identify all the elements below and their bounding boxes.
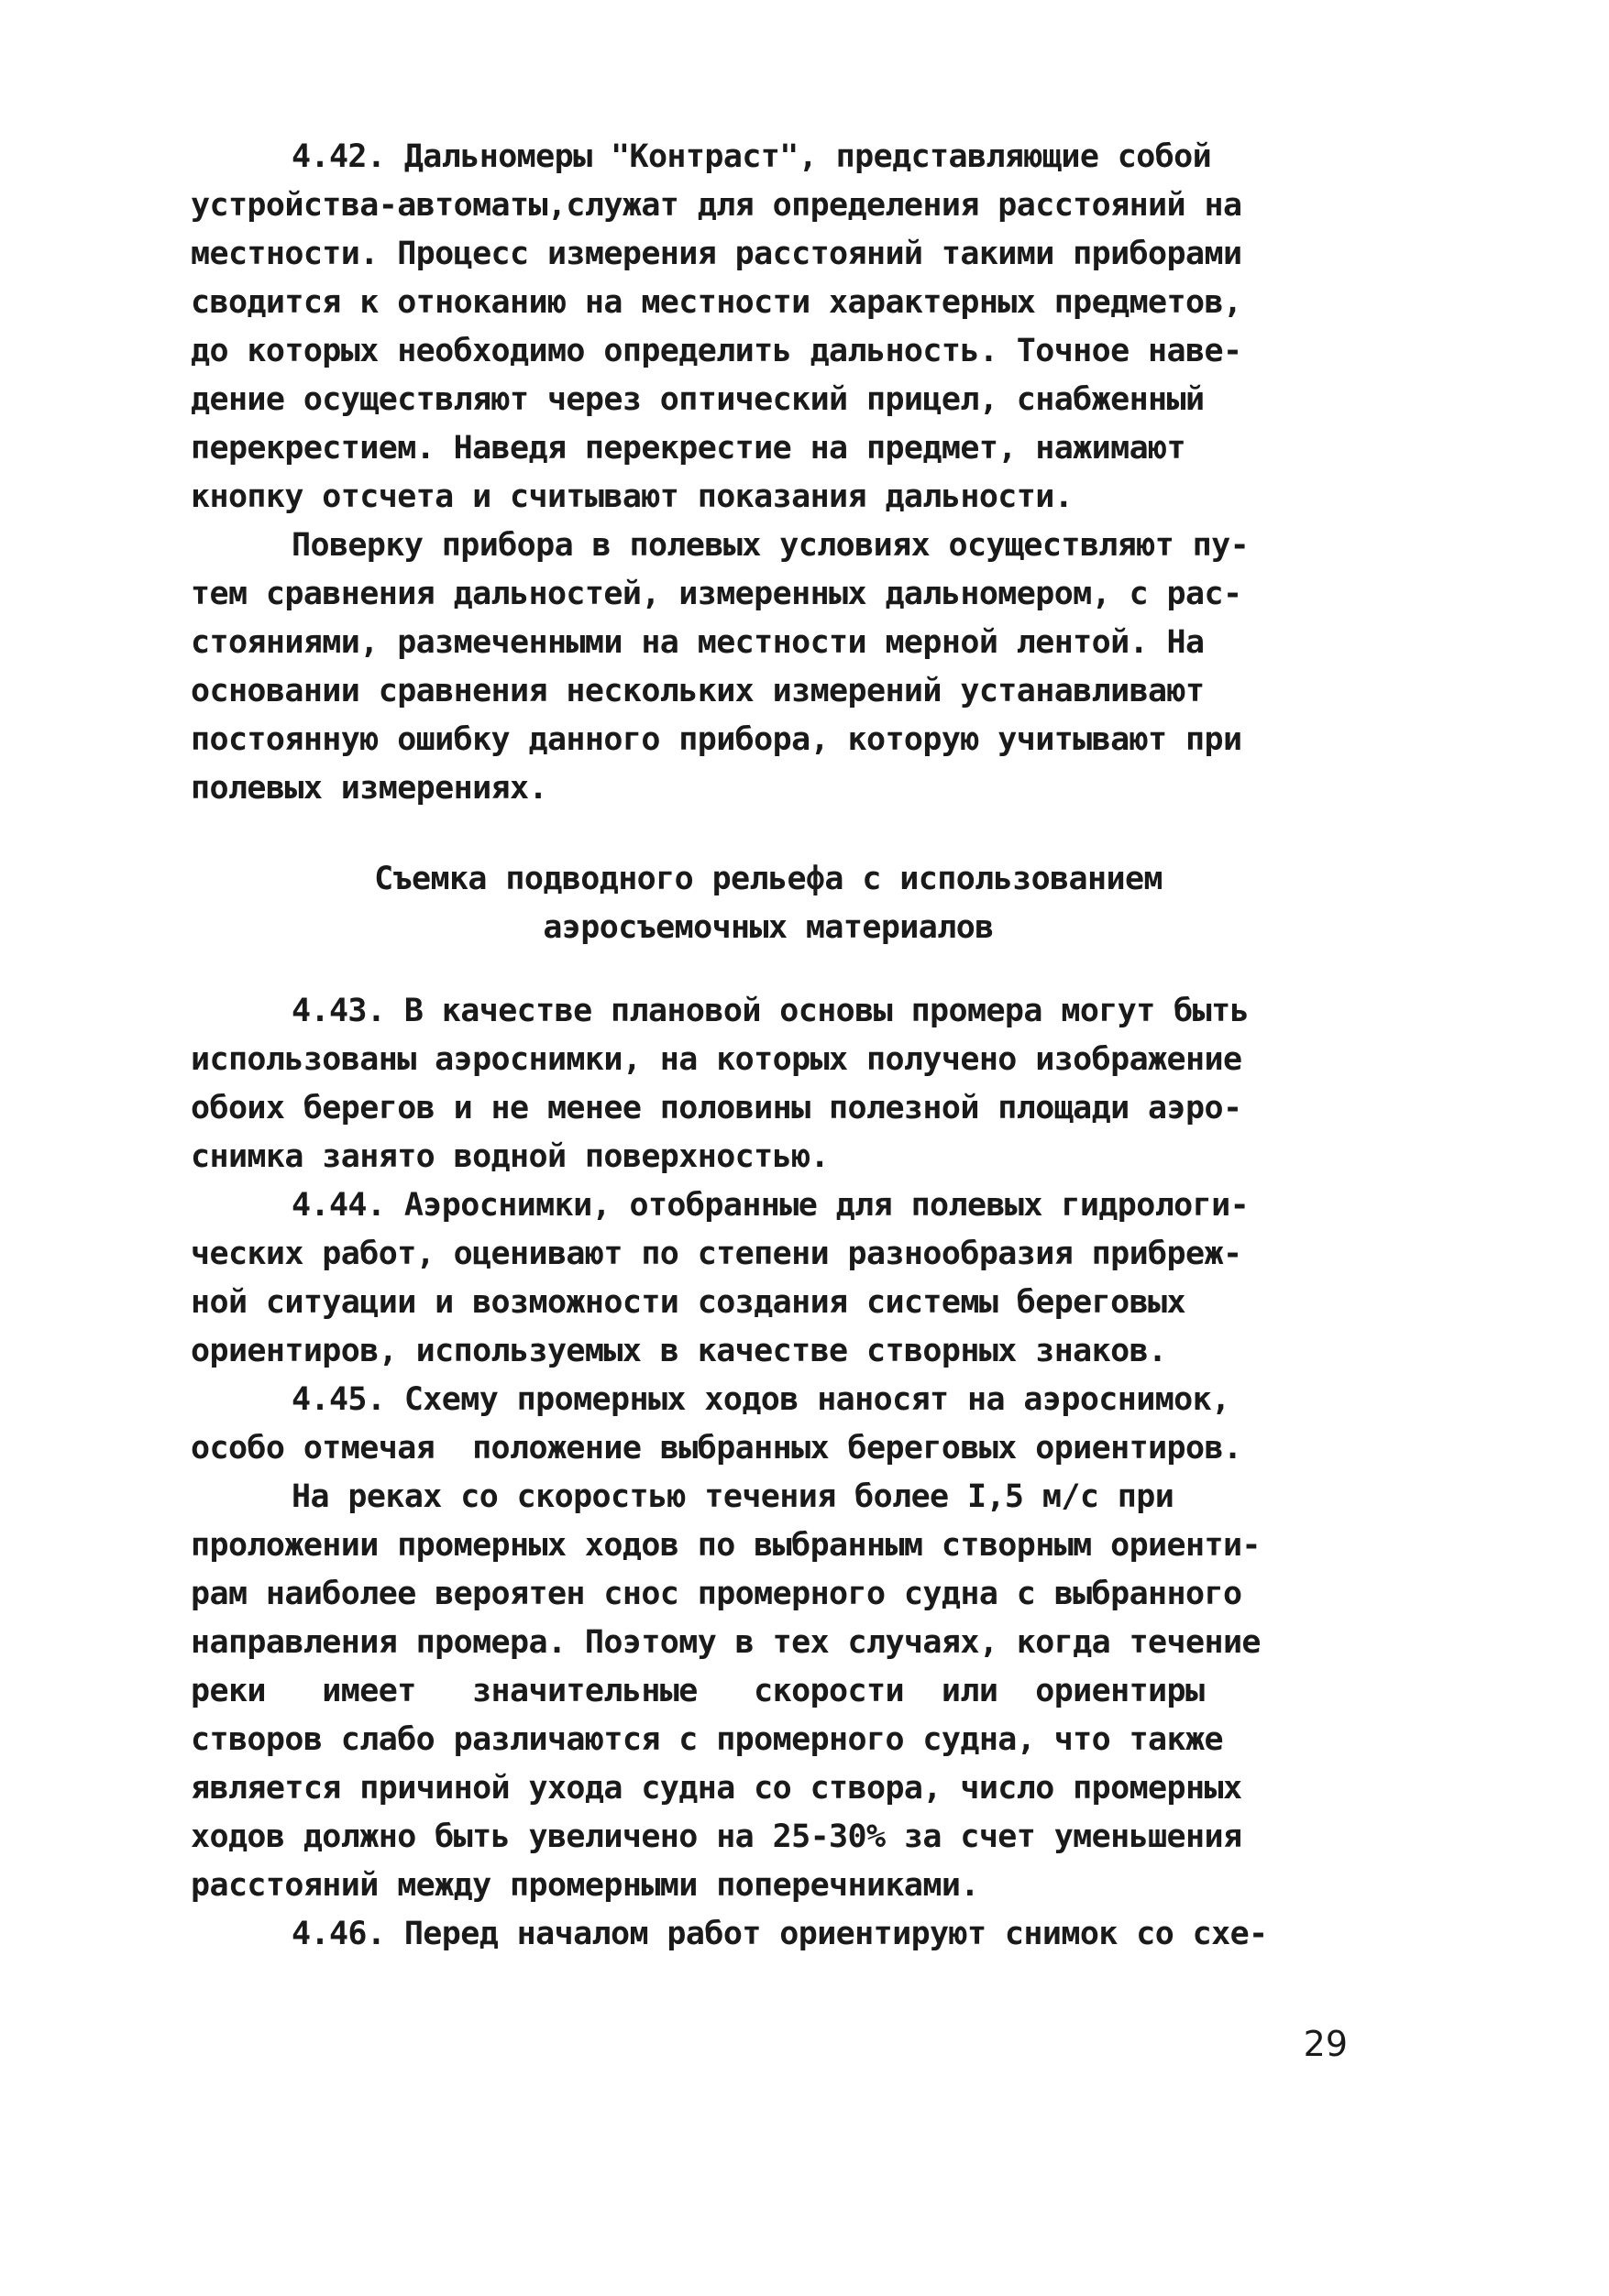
text-line: перекрестием. Наведя перекрестие на предмет, нажимают bbox=[191, 430, 1186, 467]
text-line: сводится к отноканию на местности характерных предметов, bbox=[191, 284, 1242, 321]
text-line: направления промера. Поэтому в тех случаях, когда течение bbox=[191, 1624, 1261, 1661]
text-line: расстояний между промерными поперечниками. bbox=[191, 1867, 979, 1904]
text-line: ной ситуации и возможности создания системы береговых bbox=[191, 1284, 1186, 1321]
paragraph-4-42 bbox=[191, 133, 1346, 522]
paragraph-4-45 bbox=[191, 1376, 1346, 1473]
document-page bbox=[191, 133, 1346, 1959]
text-line: 4.42. Дальномеры "Контраст", представляющие собой bbox=[292, 138, 1212, 175]
text-line: 4.46. Перед началом работ ориентируют снимок со схе- bbox=[292, 1916, 1268, 1952]
text-line: рам наиболее вероятен снос промерного судна с выбранного bbox=[191, 1576, 1242, 1612]
spacer bbox=[191, 813, 1346, 855]
text-line: основании сравнения нескольких измерений устанавливают bbox=[191, 673, 1205, 709]
text-line: створов слабо различаются с промерного судна, что также bbox=[191, 1721, 1223, 1758]
text-line: снимка занято водной поверхностью. bbox=[191, 1138, 830, 1175]
page-number: 29 bbox=[1303, 2024, 1348, 2064]
text-line: местности. Процесс измерения расстояний такими приборами bbox=[191, 236, 1242, 272]
paragraph-rivers bbox=[191, 1473, 1346, 1910]
text-line: ходов должно быть увеличено на 25-30% за счет уменьшения bbox=[191, 1818, 1242, 1855]
text-line: полевых измерениях. bbox=[191, 770, 547, 807]
text-line: кнопку отсчета и считывают показания дальности. bbox=[191, 478, 1074, 515]
text-line: устройства-автоматы,служат для определения расстояний на bbox=[191, 187, 1242, 224]
paragraph-4-43 bbox=[191, 987, 1346, 1181]
text-line: ориентиров, используемых в качестве створных знаков. bbox=[191, 1333, 1167, 1369]
text-line: проложении промерных ходов по выбранным створным ориенти- bbox=[191, 1527, 1261, 1564]
text-line: На реках со скоростью течения более I,5 м/с при bbox=[292, 1478, 1174, 1515]
text-line: до которых необходимо определить дальность. Точное наве- bbox=[191, 333, 1242, 369]
text-line: ческих работ, оценивают по степени разнообразия прибреж- bbox=[191, 1236, 1242, 1272]
text-line: постоянную ошибку данного прибора, которую учитывают при bbox=[191, 721, 1242, 758]
text-line: реки имеет значительные скорости или ориентиры bbox=[191, 1673, 1205, 1709]
text-line: обоих берегов и не менее половины полезной площади аэро- bbox=[191, 1090, 1242, 1126]
text-line: тем сравнения дальностей, измеренных дальномером, с рас- bbox=[191, 576, 1242, 612]
text-line: использованы аэроснимки, на которых получено изображение bbox=[191, 1041, 1242, 1078]
heading-line: аэросъемочных материалов bbox=[543, 909, 994, 946]
text-line: 4.45. Схему промерных ходов наносят на аэроснимок, bbox=[292, 1381, 1230, 1418]
paragraph-verification bbox=[191, 522, 1346, 813]
section-heading bbox=[191, 855, 1346, 952]
text-line: дение осуществляют через оптический прицел, снабженный bbox=[191, 381, 1205, 418]
text-line: является причиной ухода судна со створа, число промерных bbox=[191, 1770, 1242, 1807]
text-line: 4.43. В качестве плановой основы промера могут быть bbox=[292, 993, 1250, 1029]
text-line: Поверку прибора в полевых условиях осуществляют пу- bbox=[292, 527, 1250, 564]
paragraph-4-46 bbox=[191, 1910, 1346, 1959]
paragraph-4-44 bbox=[191, 1181, 1346, 1376]
heading-line: Съемка подводного рельефа с использованием bbox=[374, 861, 1163, 897]
spacer bbox=[191, 952, 1346, 987]
text-line: стояниями, размеченными на местности мерной лентой. На bbox=[191, 624, 1205, 661]
text-line: особо отмечая положение выбранных береговых ориентиров. bbox=[191, 1430, 1242, 1467]
text-line: 4.44. Аэроснимки, отобранные для полевых гидрологи- bbox=[292, 1187, 1250, 1224]
